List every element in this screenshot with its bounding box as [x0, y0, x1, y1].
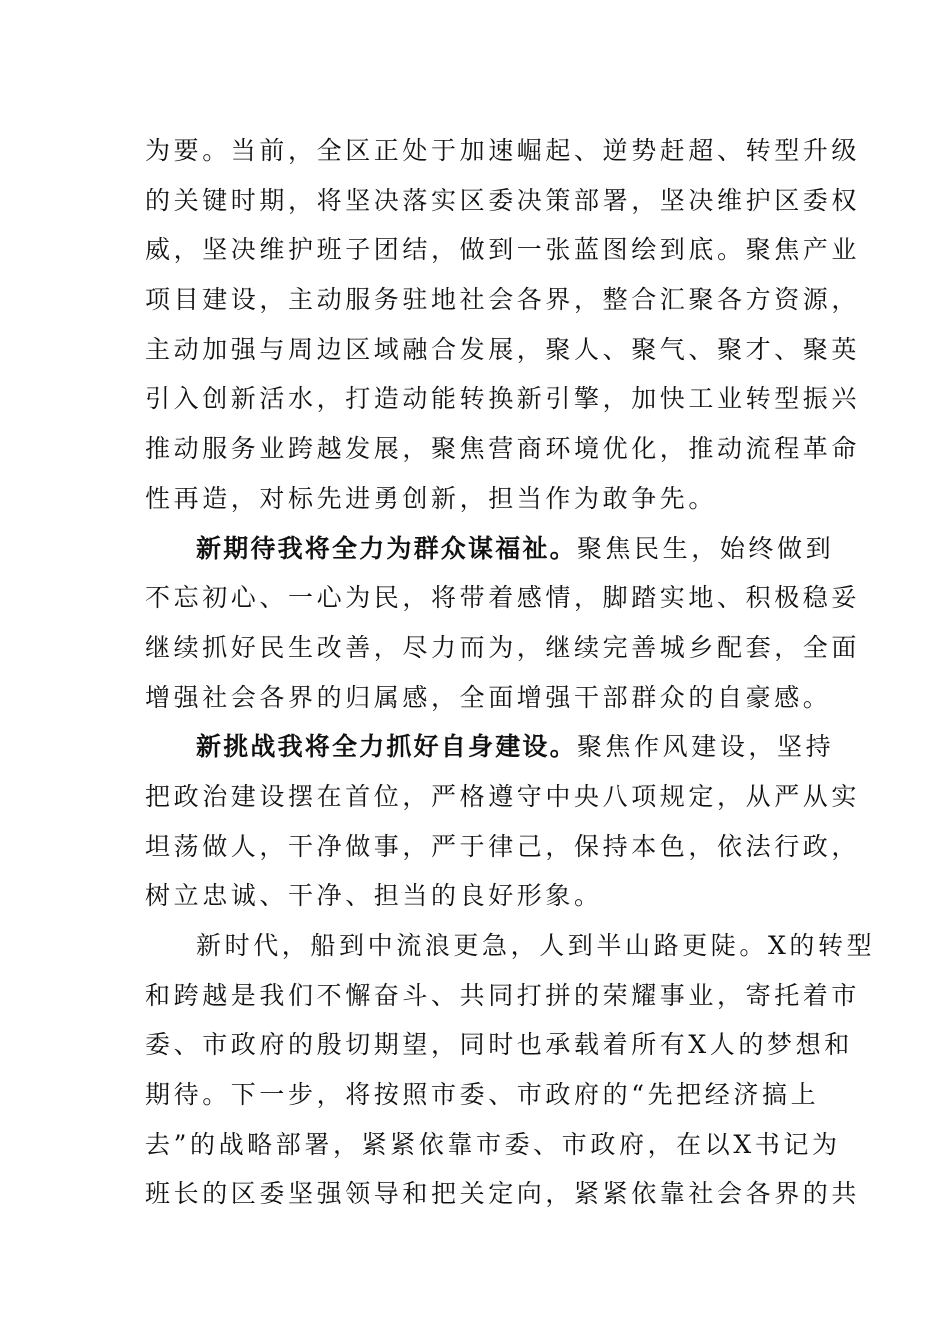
text-line: 威，坚决维护班子团结，做到一张蓝图绘到底。聚焦产业	[145, 235, 861, 265]
text-line: 的关键时期，将坚决落实区委决策部署，坚决维护区委权	[145, 185, 861, 215]
text-line	[145, 524, 835, 574]
text-line: 去”的战略部署，紧紧依靠市委、市政府，在以X书记为	[145, 1129, 841, 1159]
paragraph-economy	[145, 126, 861, 524]
document-page	[145, 126, 876, 1219]
text-line: 期待。下一步，将按照市委、市政府的“先把经济搞上	[145, 1080, 820, 1110]
paragraph-new-era	[145, 921, 876, 1219]
text-line: 新时代，船到中流浪更急，人到半山路更陡。X的转型	[196, 931, 876, 960]
text-line: 坦荡做人，干净做事，严于律己，保持本色，依法行政，	[145, 831, 861, 861]
paragraph-heading: 新挑战我将全力抓好自身建设。	[196, 732, 577, 762]
text-line: 项目建设，主动服务驻地社会各界，整合汇聚各方资源，	[145, 285, 861, 315]
text-line: 委、市政府的殷切期望，同时也承载着所有X人的梦想和	[145, 1030, 853, 1060]
text-line: 继续抓好民生改善，尽力而为，继续完善城乡配套，全面	[145, 632, 861, 662]
heading-continuation: 聚焦作风建设，坚持	[576, 732, 835, 762]
paragraph-heading: 新期待我将全力为群众谋福祉。	[196, 533, 577, 563]
text-line: 不忘初心、一心为民，将带着感情，脚踏实地、积极稳妥	[145, 583, 861, 613]
text-line: 为要。当前，全区正处于加速崛起、逆势赶超、转型升级	[145, 136, 861, 165]
text-line: 增强社会各界的归属感，全面增强干部群众的自豪感。	[145, 682, 832, 712]
text-line: 树立忠诚、干净、担当的良好形象。	[145, 881, 603, 911]
text-line: 引入创新活水，打造动能转换新引擎，加快工业转型振兴	[145, 384, 861, 414]
paragraph-self-building	[145, 722, 861, 921]
text-line	[145, 722, 835, 772]
heading-continuation: 聚焦民生，始终做到	[576, 533, 835, 563]
text-line: 和跨越是我们不懈奋斗、共同打拼的荣耀事业，寄托着市	[145, 980, 861, 1010]
text-line: 推动服务业跨越发展，聚焦营商环境优化，推动流程革命	[145, 434, 861, 464]
paragraph-welfare	[145, 524, 861, 723]
text-line: 主动加强与周边区域融合发展，聚人、聚气、聚才、聚英	[145, 334, 861, 364]
text-line: 把政治建设摆在首位，严格遵守中央八项规定，从严从实	[145, 781, 861, 811]
text-line: 班长的区委坚强领导和把关定向，紧紧依靠社会各界的共	[145, 1179, 861, 1209]
text-line: 性再造，对标先进勇创新，担当作为敢争先。	[145, 483, 718, 513]
